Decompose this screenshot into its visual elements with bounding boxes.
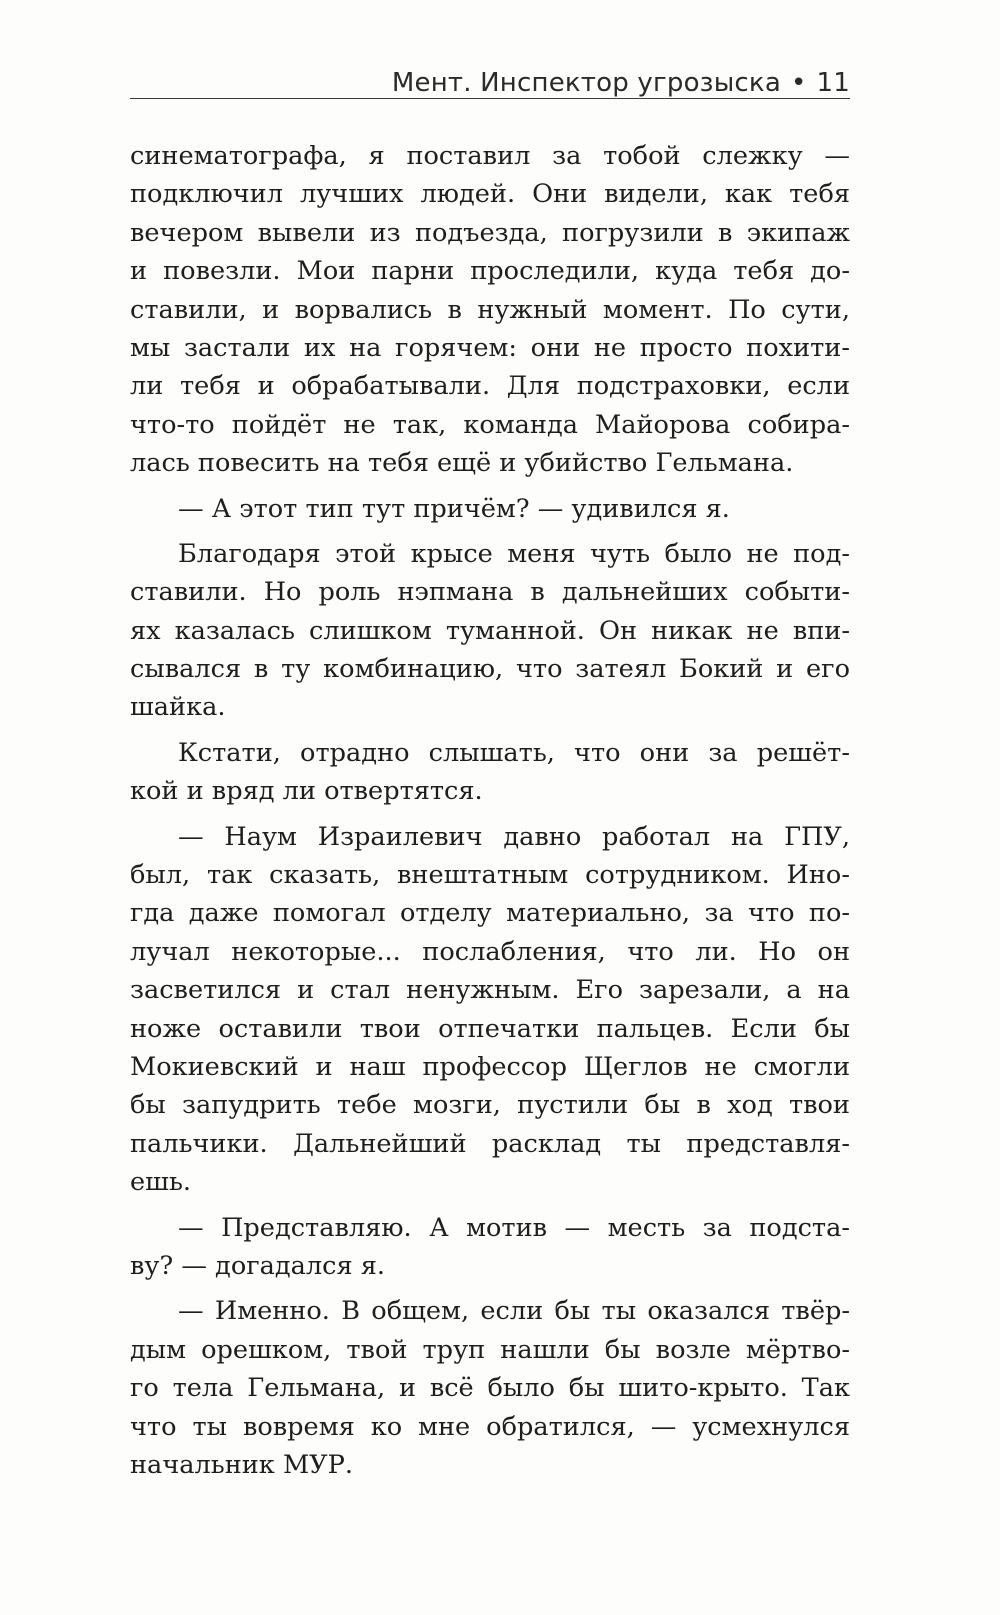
text-line: — Представляю. А мотив — месть за подста- xyxy=(178,1212,850,1243)
text-line: — А этот тип тут причём? — удивился я. xyxy=(178,493,730,524)
text-line: ву? — догадался я. xyxy=(130,1250,386,1281)
text-line: что-то пойдёт не так, команда Майорова собира- xyxy=(130,409,850,440)
text-line: пальчики. Дальнейший расклад ты представля- xyxy=(130,1128,850,1159)
text-line: лась повесить на тебя ещё и убийство Гельмана. xyxy=(130,448,794,479)
text-line: синематографа, я поставил за тобой слежку — xyxy=(130,141,850,171)
text-line: мы застали их на горячем: они не просто похити- xyxy=(130,332,850,363)
text-line: ешь. xyxy=(130,1167,192,1198)
text-line: кой и вряд ли отвертятся. xyxy=(130,776,483,807)
text-line: был, так сказать, внештатным сотрудником. Ино- xyxy=(130,860,850,891)
text-line: что ты вовремя ко мне обратился, — усмехнулся xyxy=(130,1411,850,1442)
text-line: дым орешком, твой труп нашли бы возле мёртво- xyxy=(130,1334,850,1365)
text-line: Кстати, отрадно слышать, что они за решёт- xyxy=(178,737,850,768)
text-line: лучал некоторые... послабления, что ли. Но он xyxy=(130,936,850,967)
header-title: Мент. Инспектор угрозыска xyxy=(391,68,781,98)
text-line: ли тебя и обрабатывали. Для подстраховки, если xyxy=(130,371,850,402)
text-line: шайка. xyxy=(130,692,226,723)
text-line: — Наум Израилевич давно работал на ГПУ, xyxy=(178,821,850,852)
text-line: и повезли. Мои парни проследили, куда тебя до- xyxy=(130,256,850,287)
body-text xyxy=(130,137,850,1484)
text-line: подключил лучших людей. Они видели, как тебя xyxy=(130,179,850,210)
text-line: вечером вывели из подъезда, погрузили в экипаж xyxy=(130,217,850,248)
text-line: ставили, и ворвались в нужный момент. По сути, xyxy=(130,294,850,325)
text-line: бы запудрить тебе мозги, пустили бы в ход твои xyxy=(130,1090,850,1121)
text-line: начальник МУР. xyxy=(130,1449,353,1480)
text-line: ставили. Но роль нэпмана в дальнейших событи- xyxy=(130,577,850,608)
text-line: ях казалась слишком туманной. Он никак не впи- xyxy=(130,615,850,646)
header-separator: • xyxy=(790,68,807,98)
header-rule xyxy=(130,98,850,99)
running-header xyxy=(130,54,850,98)
text-line: го тела Гельмана, и всё было бы шито-крыто. Так xyxy=(130,1373,850,1404)
text-line: Мокиевский и наш профессор Щеглов не смогли xyxy=(130,1051,850,1082)
page-number: 11 xyxy=(816,68,850,98)
text-line: — Именно. В общем, если бы ты оказался твёр- xyxy=(178,1296,850,1327)
text-line: засветился и стал ненужным. Его зарезали, а на xyxy=(130,975,850,1006)
text-line: ноже оставили твои отпечатки пальцев. Если бы xyxy=(130,1013,850,1044)
text-line: Благодаря этой крысе меня чуть было не под- xyxy=(178,538,850,569)
text-line: сывался в ту комбинацию, что затеял Бокий и его xyxy=(130,654,850,685)
text-line: гда даже помогал отделу материально, за что по- xyxy=(130,898,850,929)
